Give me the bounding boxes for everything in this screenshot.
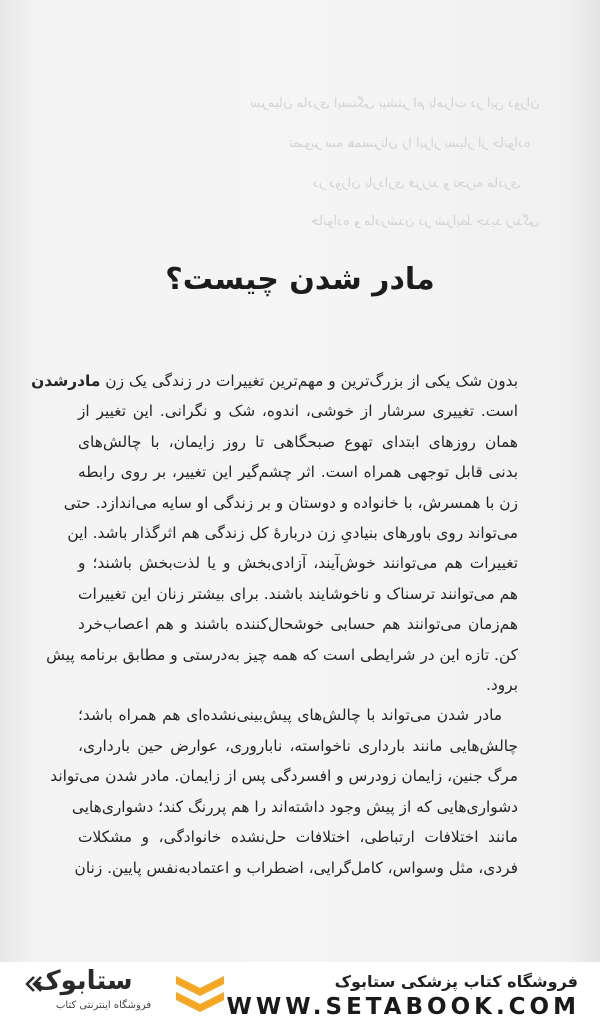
text-line: [74, 853, 518, 883]
text-line: [78, 731, 518, 761]
text-line: [78, 457, 518, 487]
text-line: [31, 366, 518, 396]
text-run: می‌تواند روی باورهای بنیادیِ زن دربارهٔ کل زندگی هم اثرگذار باشد. این: [67, 524, 518, 543]
logo-subtitle: فروشگاه اینترنتی کتاب: [56, 1000, 152, 1011]
text-line: [78, 427, 518, 457]
chapter-heading: مادر شدن چیست؟: [165, 262, 435, 297]
text-run: کن. تازه این در شرایطی است که همه چیز به‌درستی و مطابق برنامه پیش: [46, 645, 518, 664]
text-line: [78, 579, 518, 609]
text-line: [78, 396, 518, 426]
store-url-link[interactable]: WWW.SETABOOK.COM: [226, 994, 580, 1020]
text-line: [67, 518, 518, 548]
text-run: مرگ جنین، زایمان زودرس و افسردگی پس از زایمان. مادر شدن می‌تواند: [50, 767, 518, 786]
chevrons-icon: [24, 974, 44, 994]
bleed-through-line: خانواده و مادرشدن در شرایط جدید زندگی: [311, 214, 540, 229]
body-text: [31, 366, 518, 883]
text-run: مانند اختلافات ارتباطی، اختلافات حل‌نشده خانوادگی، و مشکلات: [78, 828, 518, 847]
text-run: فردی، مثل وسواس، کامل‌گرایی، اضطراب و اعتمادبه‌نفس پایین. زنان: [74, 858, 518, 877]
bleed-through-line: در دوران بارداری فرزند و تجربه مادری: [312, 176, 520, 191]
text-line: [46, 640, 518, 670]
text-run: چالش‌هایی مانند بارداری ناخواسته، ناباروری، عوارض حین بارداری،: [78, 736, 518, 755]
text-run: همان روزهای ابتدای تهوع صبحگاهی تا روز زایمان، با چالش‌های: [78, 432, 518, 451]
text-run: است. تغییری سرشار از خوشی، اندوه، شک و نگرانی. این تغییر از: [78, 402, 518, 421]
setabook-logo-icon: [172, 970, 228, 1018]
text-line: [71, 792, 518, 822]
text-run: بدنی قابل توجهی همراه است. اثر چشم‌گیر این تغییر، بر روی رابطه: [78, 463, 518, 482]
store-footer: [0, 962, 600, 1024]
text-line: [78, 609, 518, 639]
bleed-through-line: تصویر سه همسرتان را ابراز بسیار از خانواده: [288, 136, 530, 151]
text-run: هم‌زمان می‌توانند هم حسابی خوشحال‌کننده باشند و هم اعصاب‌خرد: [78, 615, 518, 634]
store-name: فروشگاه کتاب پزشکی ستابوک: [334, 972, 578, 991]
bold-term: مادرشدن: [31, 372, 101, 390]
text-line: [63, 488, 518, 518]
text-run: دشواری‌هایی که از پیش وجود داشته‌اند را هم پررنگ کند؛ دشواری‌هایی: [71, 797, 518, 816]
text-run: مادر شدن می‌تواند با چالش‌های پیش‌بینی‌نشده‌ای هم همراه باشد؛: [78, 706, 502, 725]
text-run: تغییرات هم می‌توانند خوش‌آیند، آزادی‌بخش و یا لذت‌بخش باشند؛ و: [78, 554, 518, 573]
text-line: [50, 761, 518, 791]
text-line: [78, 548, 518, 578]
text-run: بدون شک یکی از بزرگ‌ترین و مهم‌ترین تغییرات در زندگی یک زن: [100, 372, 518, 390]
text-line: [78, 822, 518, 852]
text-run: هم می‌توانند ترسناک و ناخوشایند باشند. برای بیشتر زنان این تغییرات: [78, 584, 518, 603]
logo-wordmark: ستابوک: [34, 966, 133, 996]
bleed-through-line: سرمیان مادری اپستگی بیشتر ام بامرات در این دوران: [250, 96, 540, 111]
text-line: [78, 700, 518, 730]
text-line: [78, 670, 518, 700]
text-run: زن با همسرش، با خانواده و دوستان و بر زندگی او سایه می‌اندازد. حتی: [63, 493, 518, 512]
text-run: برود.: [486, 676, 518, 695]
